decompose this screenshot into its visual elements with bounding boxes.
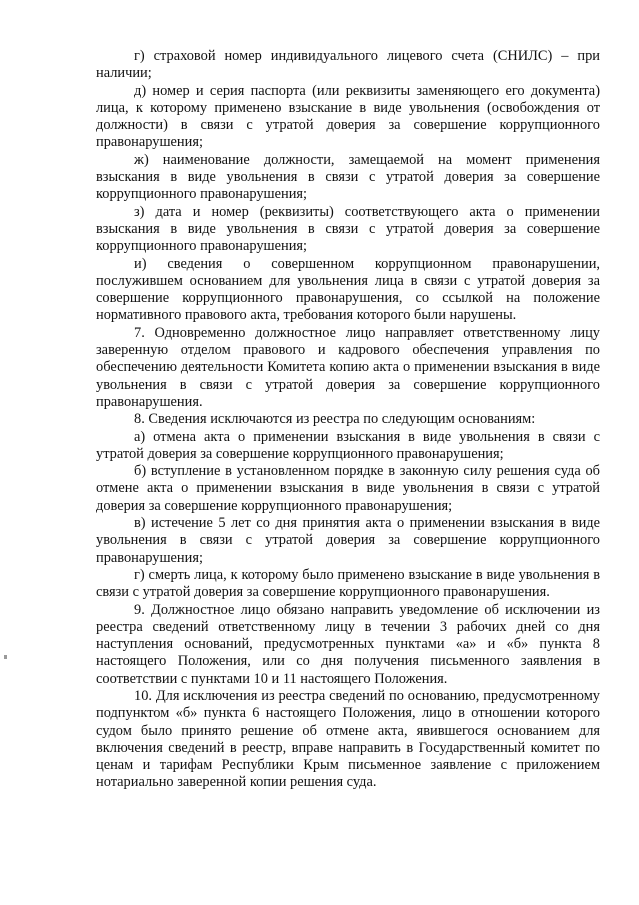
document-page (96, 48, 600, 792)
paragraph-item-z-act-date: з) дата и номер (реквизиты) соответствующего акта о применении взыскания в виде увольнения в связи с утратой доверия за совершение коррупционного правонарушения; (96, 203, 600, 255)
paragraph-clause-9: 9. Должностное лицо обязано направить уведомление об исключении из реестра сведений ответственному лицу в течении 3 рабочих дней со дня наступления оснований, предусмотренных пунктами «а» и «б» пункта 8 настоящего Положения, или со дня получения письменного заявления в соответствии с пунктами 10 и 11 настоящего Положения. (96, 601, 600, 687)
paragraph-clause-7: 7. Одновременно должностное лицо направляет ответственному лицу заверенную отделом правового и кадрового обеспечения управления по обеспечению деятельности Комитета копию акта о применении взыскания в виде увольнения в связи с утратой доверия за совершение коррупционного правонарушения. (96, 324, 600, 410)
paragraph-clause-8-v: в) истечение 5 лет со дня принятия акта о применении взыскания в виде увольнения в связи с утратой доверия за совершение коррупционного правонарушения; (96, 515, 600, 566)
paragraph-item-i-offense-info: и) сведения о совершенном коррупционном правонарушении, послужившем основанием для увольнения лица в связи с утратой доверия за совершение коррупционного правонарушения, со ссылкой на положение нормативного правового акта, требования которого были нарушены. (96, 255, 600, 324)
paragraph-item-d-passport: д) номер и серия паспорта (или реквизиты заменяющего его документа) лица, к которому применено взыскание в виде увольнения (освобождения от должности) в связи с утратой доверия за совершение коррупционного правонарушения; (96, 82, 600, 151)
paragraph-clause-8: 8. Сведения исключаются из реестра по следующим основаниям: (134, 411, 536, 428)
paragraph-clause-8-g: г) смерть лица, к которому было применено взыскание в виде увольнения в связи с утратой доверия за совершение коррупционного правонарушения. (96, 566, 600, 601)
paragraph-clause-8-b: б) вступление в установленном порядке в законную силу решения суда об отмене акта о применении взыскания в виде увольнения в связи с утратой доверия за совершение коррупционного правонарушения; (96, 463, 600, 514)
scan-mark (4, 655, 7, 659)
paragraph-item-g-snils: г) страховой номер индивидуального лицевого счета (СНИЛС) – при наличии; (96, 48, 600, 82)
paragraph-clause-8-a: а) отмена акта о применении взыскания в виде увольнения в связи с утратой доверия за совершение коррупционного правонарушения; (96, 428, 600, 462)
paragraph-item-zh-position: ж) наименование должности, замещаемой на момент применения взыскания в виде увольнения в связи с утратой доверия за совершение коррупционного правонарушения; (96, 151, 600, 203)
paragraph-clause-10: 10. Для исключения из реестра сведений по основанию, предусмотренному подпунктом «б» пункта 6 настоящего Положения, лицо в отношении которого судом было принято решение об отмене акта, явившегося основанием для включения сведений в реестр, вправе направить в Государственный комитет по ценам и тарифам Республики Крым письменное заявление с приложением нотариально заверенной копии решения суда. (96, 687, 600, 791)
